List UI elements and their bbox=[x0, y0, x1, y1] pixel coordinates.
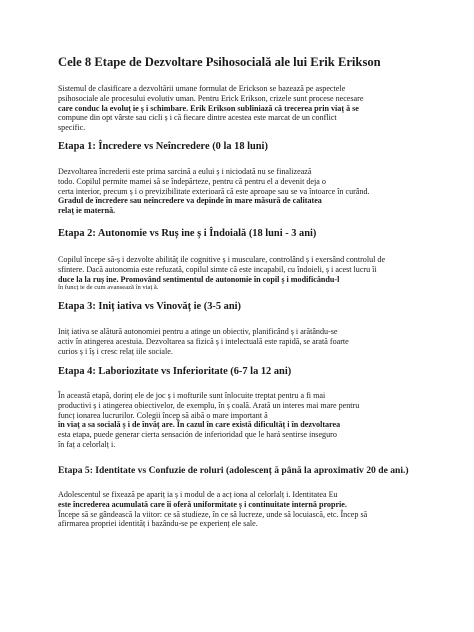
stage4-line: funcț ionarea lucrurilor. Colegii încep să aibă o mare important ă bbox=[58, 410, 268, 420]
stage5-paragraph bbox=[58, 490, 367, 529]
stage2-small-line: în funcț ie de cum avansează în viaț ă. bbox=[58, 284, 159, 292]
stage4-line: esta etapa, puede generar cierta sensación de inferioridad que le hará sentirse inseguro bbox=[58, 430, 337, 440]
stage1-heading: Etapa 1: Încredere vs Neîncredere (0 la 18 luni) bbox=[58, 141, 268, 152]
intro-line: care conduc la evoluț ie ș i schimbare. Erik Erikson subliniază că trecerea prin viaț ă se bbox=[58, 103, 359, 113]
stage5-line: afirmarea propriei identităț i bazându-se pe experienț ele sale. bbox=[58, 519, 258, 529]
stage5-heading: Etapa 5: Identitate vs Confuzie de roluri (adolescenț ă până la aproximativ 20 de ani.) bbox=[58, 465, 409, 476]
stage1-line: relaț ie maternă. bbox=[58, 206, 116, 216]
stage2-line: Copilul începe să-ș i dezvolte abilităț ile cognitive ș i musculare, controlând ș i exersând controlul de bbox=[58, 255, 386, 264]
stage5-line: este încrederea acumulată care îi oferă uniformitate ș i continuitate internă proprie. bbox=[58, 499, 347, 509]
stage3-line: Iniț iativa se alătură autonomiei pentru a atinge un obiectiv, planificând ș i arătându-se bbox=[58, 327, 338, 336]
stage1-line: Dezvoltarea încrederii este prima sarcină a eului ș i niciodată nu se finalizează bbox=[58, 167, 312, 176]
intro-line: psihosociale ale procesului evolutiv uman. Pentru Erick Erikson, crizele sunt procese necesare bbox=[58, 93, 364, 103]
stage1-line: Gradul de încredere sau neîncredere va depinde în mare măsură de calitatea bbox=[58, 196, 322, 206]
stage4-line: productivi ș i atingerea obiectivelor, de exemplu, în ș coală. Arată un interes mai mare pentru bbox=[58, 400, 360, 410]
document-title: Cele 8 Etape de Dezvoltare Psihosocială ale lui Erik Erikson bbox=[58, 55, 381, 69]
intro-line: specific. bbox=[58, 123, 86, 133]
stage3-heading: Etapa 3: Iniț iativa vs Vinovăț ie (3-5 ani) bbox=[58, 301, 241, 312]
stage3-paragraph bbox=[58, 327, 349, 356]
stage2-line: sfintere. Dacă autonomia este refuzată, copilul simte că este incapabil, cu îndoieli, ș i acest lucru îi bbox=[58, 264, 377, 274]
stage5-line: Adolescentul se fixează pe apariț ia ș i modul de a acț iona al celorlalț i. Identitatea Eu bbox=[58, 490, 338, 499]
stage2-heading: Etapa 2: Autonomie vs Ruș ine ș i Îndoială (18 luni - 3 ani) bbox=[58, 228, 317, 239]
stage1-line: certa interior, precum ș i o previzibilitate exterioară că este aproape sau se va întoarce în curând. bbox=[58, 186, 370, 196]
stage1-line: todo. Copilul permite mamei să se îndepărteze, pentru că pentru el a devenit deja o bbox=[58, 176, 326, 186]
stage4-line: în viaț a sa socială ș i de învăț are. În cazul în care există dificultăț i în dezvoltarea bbox=[58, 420, 341, 430]
stage4-heading: Etapa 4: Laboriozitate vs Inferioritate (6-7 la 12 ani) bbox=[58, 366, 292, 377]
stage2-paragraph bbox=[58, 255, 385, 292]
stage3-line: activ în atingerea acestuia. Dezvoltarea sa fizică ș i intelectuală este rapidă, se arată foarte bbox=[58, 336, 349, 346]
stage4-line: În această etapă, dorinț ele de joc ș i mofturile sunt înlocuite treptat pentru a fi mai bbox=[58, 391, 326, 400]
intro-line: Sistemul de clasificare a dezvoltării umane formulat de Erickson se bazează pe aspectele bbox=[58, 84, 346, 93]
stage1-paragraph bbox=[58, 167, 370, 216]
intro-paragraph bbox=[58, 84, 363, 133]
stage4-line: în faț a celorlalț i. bbox=[58, 439, 116, 449]
stage3-line: curios ș i îș i cresc relaț iile sociale. bbox=[58, 346, 173, 356]
stage2-line: duce la la ruș ine. Promovând sentimentul de autonomie în copil ș i modificându-l bbox=[58, 274, 340, 284]
stage4-paragraph bbox=[58, 391, 359, 450]
stage5-line: Începe să se gândească la viitor: ce să studieze, în ce să lucreze, unde să locuiască, etc. Încep să bbox=[58, 509, 368, 519]
intro-line: compune din opt vârste sau cicli ș i că fiecare dintre acestea este marcat de un conflict bbox=[58, 113, 337, 123]
